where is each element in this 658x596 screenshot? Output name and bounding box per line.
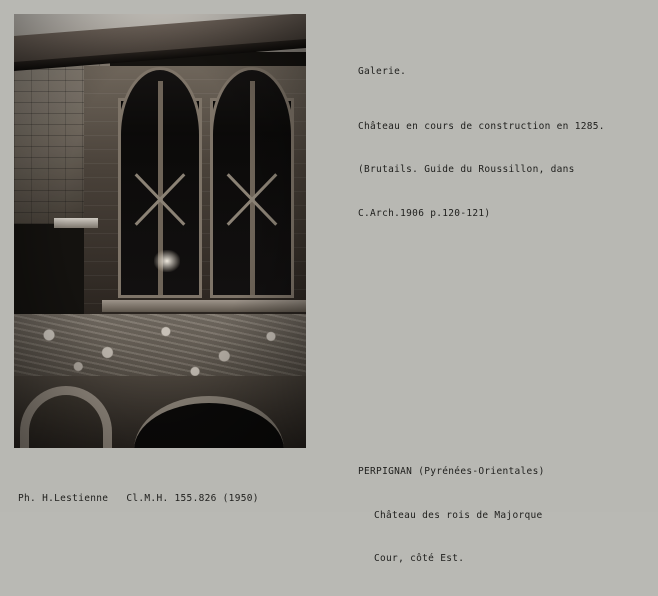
photo-credit-caption xyxy=(18,463,259,536)
top-annotation-block xyxy=(358,36,605,250)
annotation-line-3: C.Arch.1906 p.120-121) xyxy=(358,207,491,219)
window-light-spot xyxy=(154,250,180,272)
credit-text: Ph. H.Lestienne Cl.M.H. 155.826 (1950) xyxy=(18,493,259,504)
annotation-line-1: Château en cours de construction en 1285. xyxy=(358,120,605,132)
gothic-window-right xyxy=(210,98,294,298)
window-cross-bracing xyxy=(217,111,287,285)
wall-beam xyxy=(54,218,98,228)
annotation-line-2: (Brutails. Guide du Roussillon, dans xyxy=(358,164,575,175)
annotation-heading: Galerie. xyxy=(358,66,407,77)
monument-line: Château des rois de Majorque xyxy=(374,509,543,521)
view-line: Cour, côté Est. xyxy=(374,553,465,564)
historic-building-photograph xyxy=(14,14,306,448)
cobblestone-course xyxy=(14,314,306,384)
window-sill-band xyxy=(102,300,306,312)
location-line: PERPIGNAN (Pyrénées-Orientales) xyxy=(358,466,545,477)
bottom-annotation-block xyxy=(358,436,545,596)
photo-content xyxy=(14,14,306,448)
